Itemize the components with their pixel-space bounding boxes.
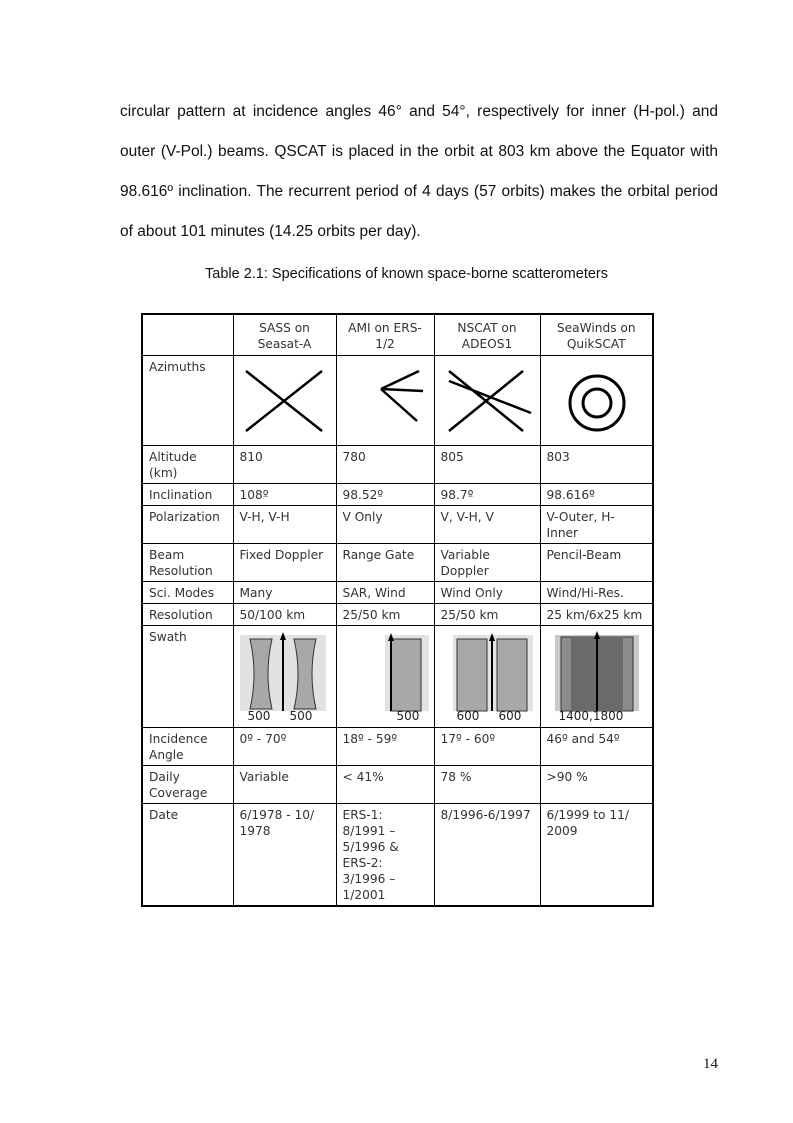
- header-cell-ami: AMI on ERS-1/2: [336, 314, 434, 356]
- swath-cell-sass: [233, 626, 336, 728]
- table-row-swath: [142, 626, 653, 728]
- specifications-table: [141, 313, 654, 907]
- table-cell: Wind Only: [434, 582, 540, 604]
- table-row-beam-resolution: [142, 544, 653, 582]
- swath-label: 1400,1800: [558, 709, 624, 723]
- table-cell: 25 km/6x25 km: [540, 604, 653, 626]
- table-caption: [0, 266, 793, 282]
- fan-beams-icon: [337, 359, 435, 443]
- table-cell: < 41%: [336, 766, 434, 804]
- table-cell: V-Outer, H-Inner: [540, 506, 653, 544]
- header-cell-empty: [142, 314, 233, 356]
- row-label: Azimuths: [142, 356, 233, 446]
- swath-cell-nscat: [434, 626, 540, 728]
- table-cell: 98.52º: [336, 484, 434, 506]
- table-row-inclination: [142, 484, 653, 506]
- table-cell: 8/1996-6/1997: [434, 804, 540, 907]
- table-row-date: [142, 804, 653, 907]
- double-cross-icon: [435, 359, 541, 443]
- table-cell: Variable Doppler: [434, 544, 540, 582]
- swath-label: 500: [396, 709, 420, 723]
- row-label: Inclination: [142, 484, 233, 506]
- table-cell: SAR, Wind: [336, 582, 434, 604]
- table-cell: Fixed Doppler: [233, 544, 336, 582]
- row-label: Beam Resolution: [142, 544, 233, 582]
- table-cell: 810: [233, 446, 336, 484]
- table-cell: 50/100 km: [233, 604, 336, 626]
- table-cell: 18º - 59º: [336, 728, 434, 766]
- caption-text: Table 2.1: Specifications of known space-borne scatterometers: [205, 266, 608, 282]
- row-label: Incidence Angle: [142, 728, 233, 766]
- table-row-altitude: [142, 446, 653, 484]
- table-row-sci-modes: [142, 582, 653, 604]
- table-row-daily-coverage: [142, 766, 653, 804]
- table-cell: 25/50 km: [336, 604, 434, 626]
- table-cell: V, V-H, V: [434, 506, 540, 544]
- table-cell: V-H, V-H: [233, 506, 336, 544]
- table-row-azimuths: [142, 356, 653, 446]
- header-cell-sass: SASS on Seasat-A: [233, 314, 336, 356]
- table-cell: 805: [434, 446, 540, 484]
- table-cell: V Only: [336, 506, 434, 544]
- table-cell: Many: [233, 582, 336, 604]
- table-row-incidence-angle: [142, 728, 653, 766]
- row-label: Sci. Modes: [142, 582, 233, 604]
- table-cell: 98.616º: [540, 484, 653, 506]
- table-cell: 108º: [233, 484, 336, 506]
- table-cell: 17º - 60º: [434, 728, 540, 766]
- table-cell: 78 %: [434, 766, 540, 804]
- azimuth-cell-seawinds: [540, 356, 653, 446]
- table-cell: >90 %: [540, 766, 653, 804]
- table-row-polarization: [142, 506, 653, 544]
- table-cell: 6/1999 to 11/ 2009: [540, 804, 653, 907]
- row-label: Swath: [142, 626, 233, 728]
- concentric-circles-icon: [541, 359, 654, 443]
- body-paragraph: [120, 92, 718, 252]
- row-label: Daily Coverage: [142, 766, 233, 804]
- header-cell-nscat: NSCAT on ADEOS1: [434, 314, 540, 356]
- paragraph-text: circular pattern at incidence angles 46° and 54°, respectively for inner (H-pol.) and outer (V-Pol.) beams. QSCAT is placed in the orbit at 803 km above the Equator with 98.616º inclination. The recurrent period of 4 days (57 orbits) makes the orbital period of about 101 minutes (14.25 orbits per day).: [120, 103, 718, 240]
- swath-cell-seawinds: [540, 626, 653, 728]
- table-cell: Range Gate: [336, 544, 434, 582]
- table-cell: 6/1978 - 10/ 1978: [233, 804, 336, 907]
- header-cell-seawinds: SeaWinds on QuikSCAT: [540, 314, 653, 356]
- table-cell: Variable: [233, 766, 336, 804]
- swath-label: 600 600: [456, 709, 522, 723]
- row-label: Resolution: [142, 604, 233, 626]
- row-label: Date: [142, 804, 233, 907]
- azimuth-cell-ami: [336, 356, 434, 446]
- table-cell: 98.7º: [434, 484, 540, 506]
- azimuth-cell-sass: [233, 356, 336, 446]
- table-cell: ERS-1: 8/1991 – 5/1996 & ERS-2: 3/1996 – 1/2001: [336, 804, 434, 907]
- table-cell: 46º and 54º: [540, 728, 653, 766]
- page-number: 14: [703, 1056, 718, 1072]
- table-cell: 780: [336, 446, 434, 484]
- x-cross-icon: [234, 359, 337, 443]
- table-cell: 0º - 70º: [233, 728, 336, 766]
- table-cell: 803: [540, 446, 653, 484]
- table-row-resolution: [142, 604, 653, 626]
- table-cell: 25/50 km: [434, 604, 540, 626]
- table-cell: Wind/Hi-Res.: [540, 582, 653, 604]
- row-label: Polarization: [142, 506, 233, 544]
- azimuth-cell-nscat: [434, 356, 540, 446]
- swath-label: 500 500: [247, 709, 313, 723]
- swath-cell-ami: [336, 626, 434, 728]
- table-cell: Pencil-Beam: [540, 544, 653, 582]
- row-label: Altitude (km): [142, 446, 233, 484]
- table-header-row: [142, 314, 653, 356]
